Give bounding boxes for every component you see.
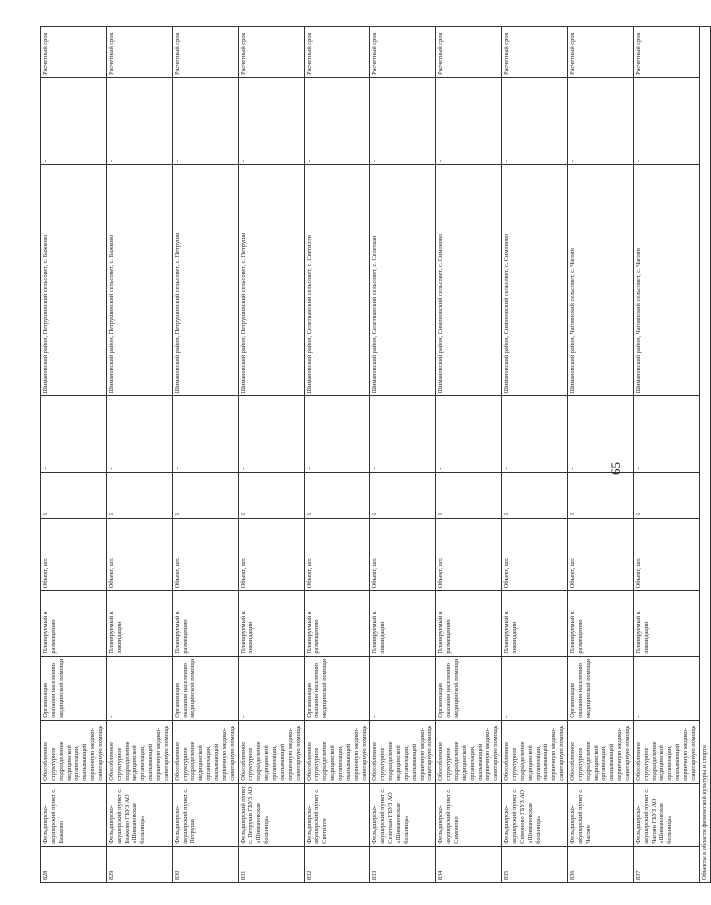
zone-cell: - <box>238 396 304 472</box>
object-type-cell: Обособленное структурное подразделение медицинской организации, оказывающей первичную медико-санитарную помощь <box>436 720 502 783</box>
quantity-cell: 1 <box>172 472 238 518</box>
zone-cell: - <box>106 396 172 472</box>
term-cell: Расчетный срок <box>106 27 172 78</box>
zone-cell: - <box>436 396 502 472</box>
location-cell: Шимановский район, Селетканский сельсовет, с. Светилтн <box>304 165 370 396</box>
location-cell: Шимановский район, Симоновский сельсовет, с. Симоново <box>436 165 502 396</box>
object-purpose-cell: Организация оказания населению медицинской помощи <box>172 656 238 720</box>
extra-cell: - <box>568 77 634 164</box>
object-name-cell: Фельдшерский пункт с. Петруши ГБУЗ АО «Шимановская больница» <box>238 783 304 846</box>
extra-cell: - <box>304 77 370 164</box>
quantity-cell: 1 <box>568 472 634 518</box>
term-cell: Расчетный срок <box>370 27 436 78</box>
location-cell: Шимановский район, Петрушинский сельсовет, с. Бажково <box>41 165 107 396</box>
object-purpose-cell: - <box>238 656 304 720</box>
term-cell: Расчетный срок <box>568 27 634 78</box>
table-row <box>633 27 699 883</box>
term-cell: Расчетный срок <box>172 27 238 78</box>
unit-cell: Объект, шт. <box>370 518 436 591</box>
quantity-cell: 1 <box>304 472 370 518</box>
location-cell: Шимановский район, Петрушинский сельсовет, с. Петруши <box>238 165 304 396</box>
term-cell: Расчетный срок <box>633 27 699 78</box>
table-row <box>502 27 568 883</box>
unit-cell: Объект, шт. <box>436 518 502 591</box>
table-row <box>304 27 370 883</box>
extra-cell: - <box>633 77 699 164</box>
extra-cell: - <box>502 77 568 164</box>
planned-objects-table <box>40 26 711 883</box>
object-purpose-cell: - <box>370 656 436 720</box>
object-name-cell: Фельдшерско-акушерский пункт с. Петруши <box>172 783 238 846</box>
row-number-cell: 829 <box>106 846 172 882</box>
object-status-cell: Планируемый к размещению <box>568 591 634 656</box>
zone-cell: - <box>568 396 634 472</box>
object-status-cell: Планируемый к ликвидации <box>502 591 568 656</box>
extra-cell: - <box>370 77 436 164</box>
section-header-row <box>699 27 710 883</box>
unit-cell: Объект, шт. <box>238 518 304 591</box>
object-purpose-cell: Организация оказания населению медицинской помощи <box>568 656 634 720</box>
row-number-cell: 837 <box>633 846 699 882</box>
object-name-cell: Фельдшерско-акушерский пункт с. Бажково ГБУЗ АО «Шимановская больница» <box>106 783 172 846</box>
extra-cell: - <box>41 77 107 164</box>
object-status-cell: Планируемый к ликвидации <box>633 591 699 656</box>
object-purpose-cell: - <box>502 656 568 720</box>
object-purpose-cell: Организация оказания населению медицинской помощи <box>41 656 107 720</box>
unit-cell: Объект, шт. <box>502 518 568 591</box>
object-name-cell: Фельдшерско-акушерский пункт с. Чагоян ГБУЗ АО «Шимановская больница» <box>633 783 699 846</box>
unit-cell: Объект, шт. <box>106 518 172 591</box>
unit-cell: Объект, шт. <box>568 518 634 591</box>
table-body <box>41 27 711 883</box>
unit-cell: Объект, шт. <box>41 518 107 591</box>
table-row <box>436 27 502 883</box>
unit-cell: Объект, шт. <box>633 518 699 591</box>
section-header-cell: Объекты в области физической культуры и спорта <box>699 27 710 883</box>
quantity-cell: 1 <box>41 472 107 518</box>
row-number-cell: 836 <box>568 846 634 882</box>
zone-cell: - <box>41 396 107 472</box>
unit-cell: Объект, шт. <box>172 518 238 591</box>
quantity-cell: 1 <box>370 472 436 518</box>
object-status-cell: Планируемый к ликвидации <box>106 591 172 656</box>
term-cell: Расчетный срок <box>502 27 568 78</box>
object-status-cell: Планируемый к ликвидации <box>370 591 436 656</box>
extra-cell: - <box>172 77 238 164</box>
object-name-cell: Фельдшерско-акушерский пункт с. Симоново ГБУЗ АО «Шимановская больница» <box>502 783 568 846</box>
object-type-cell: Обособленное структурное подразделение медицинской организации, оказывающей первичную медико-санитарную помощь <box>568 720 634 783</box>
object-type-cell: Обособленное структурное подразделение медицинской организации, оказывающей первичную медико-санитарную помощь <box>238 720 304 783</box>
object-purpose-cell: - <box>106 656 172 720</box>
object-status-cell: Планируемый к ликвидации <box>238 591 304 656</box>
object-status-cell: Планируемый к размещению <box>304 591 370 656</box>
object-type-cell: Обособленное структурное подразделение медицинской организации, оказывающей первичную медико-санитарную помощь <box>633 720 699 783</box>
object-type-cell: Обособленное структурное подразделение медицинской организации, оказывающей первичную медико-санитарную помощь <box>172 720 238 783</box>
table-row <box>172 27 238 883</box>
term-cell: Расчетный срок <box>304 27 370 78</box>
location-cell: Шимановский район, Петрушинский сельсовет, с. Петруши <box>172 165 238 396</box>
row-number-cell: 835 <box>502 846 568 882</box>
term-cell: Расчетный срок <box>41 27 107 78</box>
extra-cell: - <box>106 77 172 164</box>
object-type-cell: Обособленное структурное подразделение медицинской организации, оказывающей первичную медико-санитарную помощь <box>304 720 370 783</box>
object-name-cell: Фельдшерско-акушерский пункт с. Бажково <box>41 783 107 846</box>
row-number-cell: 833 <box>370 846 436 882</box>
location-cell: Шимановский район, Селетканский сельсовет, с. Селеткан <box>370 165 436 396</box>
location-cell: Шимановский район, Симоновский сельсовет, с. Симоново <box>502 165 568 396</box>
page-number: 65 <box>608 462 623 475</box>
object-type-cell: Обособленное структурное подразделение медицинской организации, оказывающей первичную медико-санитарную помощь <box>370 720 436 783</box>
zone-cell: - <box>304 396 370 472</box>
object-status-cell: Планируемый к размещению <box>172 591 238 656</box>
unit-cell: Объект, шт. <box>304 518 370 591</box>
row-number-cell: 832 <box>304 846 370 882</box>
object-purpose-cell: - <box>633 656 699 720</box>
quantity-cell: 1 <box>436 472 502 518</box>
table-row <box>41 27 107 883</box>
object-name-cell: Фельдшерско-акушерский пункт с. Селеткан ГБУЗ АО «Шимановская больница» <box>370 783 436 846</box>
row-number-cell: 834 <box>436 846 502 882</box>
location-cell: Шимановский район, Чагоянский сельсовет, с. Чагоян <box>633 165 699 396</box>
zone-cell: - <box>370 396 436 472</box>
term-cell: Расчетный срок <box>238 27 304 78</box>
object-type-cell: Обособленное структурное подразделение медицинской организации, оказывающей первичную медико-санитарную помощь <box>106 720 172 783</box>
location-cell: Шимановский район, Петрушинский сельсовет, с. Бажково <box>106 165 172 396</box>
extra-cell: - <box>436 77 502 164</box>
row-number-cell: 828 <box>41 846 107 882</box>
table-row <box>106 27 172 883</box>
zone-cell: - <box>502 396 568 472</box>
object-purpose-cell: Организация оказания населению медицинской помощи <box>304 656 370 720</box>
object-name-cell: Фельдшерско-акушерский пункт с. Симоново <box>436 783 502 846</box>
object-status-cell: Планируемый к размещению <box>41 591 107 656</box>
row-number-cell: 830 <box>172 846 238 882</box>
table-row <box>568 27 634 883</box>
row-number-cell: 831 <box>238 846 304 882</box>
term-cell: Расчетный срок <box>436 27 502 78</box>
table-row <box>370 27 436 883</box>
object-name-cell: Фельдшерско-акушерский пункт с. Светилтн <box>304 783 370 846</box>
object-purpose-cell: Организация оказания населению медицинской помощи <box>436 656 502 720</box>
object-type-cell: Обособленное структурное подразделение медицинской организации, оказывающей первичную медико-санитарную помощь <box>502 720 568 783</box>
object-type-cell: Обособленное структурное подразделение медицинской организации, оказывающей первичную медико-санитарную помощь <box>41 720 107 783</box>
zone-cell: - <box>633 396 699 472</box>
extra-cell: - <box>238 77 304 164</box>
object-status-cell: Планируемый к размещению <box>436 591 502 656</box>
object-name-cell: Фельдшерско-акушерский пункт с. Чагоян <box>568 783 634 846</box>
quantity-cell: 1 <box>633 472 699 518</box>
zone-cell: - <box>172 396 238 472</box>
table-row <box>238 27 304 883</box>
location-cell: Шимановский район, Чагоянский сельсовет, с. Чагоян <box>568 165 634 396</box>
quantity-cell: 1 <box>502 472 568 518</box>
quantity-cell: 1 <box>238 472 304 518</box>
quantity-cell: 1 <box>106 472 172 518</box>
